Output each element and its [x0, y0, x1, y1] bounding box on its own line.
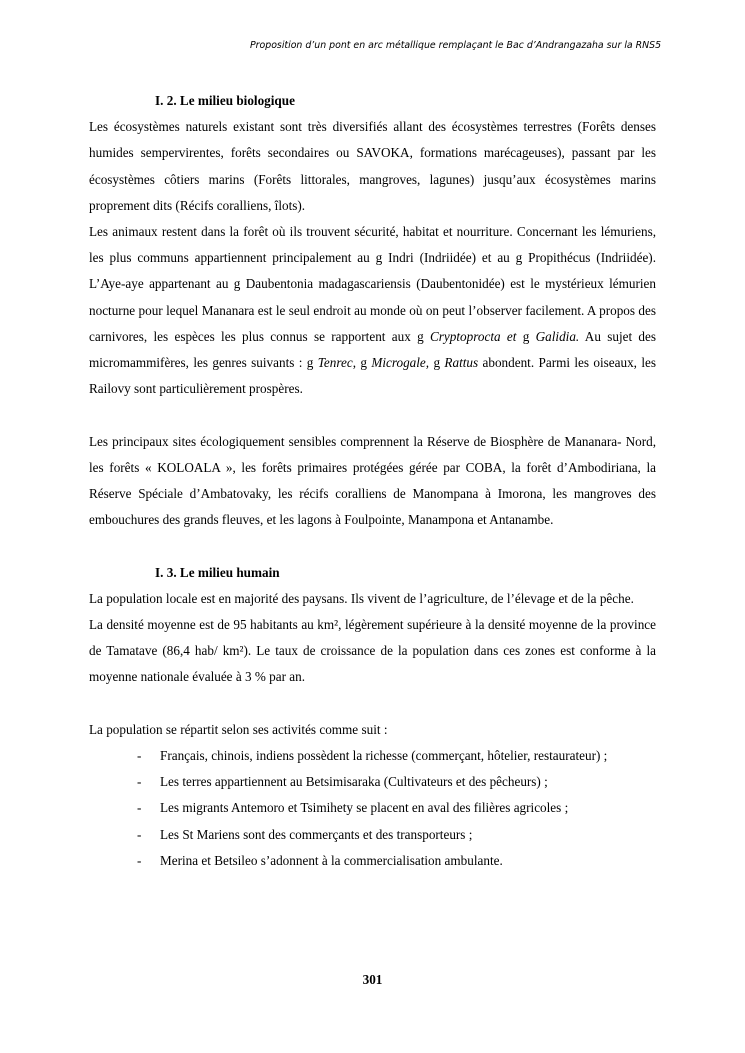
- text-run: g: [429, 355, 445, 371]
- page-body: [89, 88, 656, 874]
- list-item-text: Les migrants Antemoro et Tsimihety se placent en aval des filières agricoles ;: [160, 800, 569, 816]
- list-item-text: Les St Mariens sont des commerçants et des transporteurs ;: [160, 826, 473, 842]
- paragraph-sensitive-sites: Les principaux sites écologiquement sensibles comprennent la Réserve de Biosphère de Mananara- Nord, les forêts « KOLOALA », les forêts primaires protégées gérée par COBA, la forêt d’Ambodiriana, la Réserve Spéciale d’Ambatovaky, les récifs coralliens de Manompana à Imorona, les mangroves des embouchures des grands fleuves, et les lagons à Foulpointe, Manampona et Antanambe.: [89, 433, 656, 528]
- text-run: abondent. Parmi les oiseaux, les Railovy sont particulièrement prospères.: [89, 355, 657, 397]
- section-heading-human: I. 3. Le milieu humain: [155, 564, 280, 580]
- taxon-name: Tenrec: [317, 355, 353, 371]
- list-bullet: -: [137, 774, 142, 790]
- section-heading-biological: I. 2. Le milieu biologique: [155, 93, 295, 108]
- taxon-name: Cryptoprocta et: [430, 328, 517, 344]
- paragraph-density: La densité moyenne est de 95 habitants au km², légèrement supérieure à la densité moyenne de la province de Tamatave (86,4 hab/ km²). Le taux de croissance de la population dans ces zones est conforme à la moyenne nationale évaluée à 3 % par an.: [89, 617, 656, 685]
- paragraph-animals: [89, 219, 656, 402]
- list-bullet: -: [137, 800, 142, 816]
- list-item: [89, 769, 656, 795]
- list-item-text: Merina et Betsileo s’adonnent à la commercialisation ambulante.: [160, 852, 503, 868]
- taxon-name: Galidia.: [535, 328, 580, 344]
- spacer: [89, 402, 656, 428]
- list-bullet: -: [137, 852, 142, 868]
- list-item: [89, 848, 656, 874]
- paragraph-ecosystems: Les écosystèmes naturels existant sont très diversifiés allant des écosystèmes terrestres (Forêts denses humides sempervirentes, forêts secondaires ou SAVOKA, formations marécageuses), passant par les écosystèmes côtiers marins (Forêts littorales, mangroves, lagunes) jusqu’aux écosystèmes marins proprement dits (Récifs coralliens, îlots).: [89, 119, 656, 213]
- page-number: 301: [362, 972, 383, 987]
- list-bullet: -: [137, 826, 142, 842]
- taxon-name: Microgale,: [371, 355, 430, 371]
- text-run: Les animaux restent dans la forêt où ils trouvent sécurité, habitat et nourriture. Concernant les lémuriens, les plus communs appartiennent principalement au g Indri (Indriidée) et au g Propithécus (Indriidée). L’Aye-aye appartenant au g Daubentonia madagascariensis (Daubentonidée) est le mystérieux lémurien nocturne pour lequel Mananara est le seul endroit au monde où on peut l’observer facilement. A propos des carnivores, les espèces les plus connus se rapportent aux g: [89, 224, 656, 344]
- list-bullet: -: [137, 748, 142, 764]
- activities-list: [89, 743, 656, 874]
- text-run: Au sujet des micromammifères, les genres suivants : g: [89, 328, 657, 371]
- paragraph-activities-intro: La population se répartit selon ses activités comme suit :: [89, 721, 388, 737]
- list-item: [89, 743, 656, 769]
- list-item-text: Français, chinois, indiens possèdent la richesse (commerçant, hôtelier, restaurateur) ;: [160, 748, 608, 764]
- spacer: [89, 533, 656, 559]
- taxon-name: Rattus: [444, 355, 479, 371]
- running-header: Proposition d’un pont en arc métallique remplaçant le Bac d’Andrangazaha sur la RNS5: [250, 40, 662, 51]
- list-item: [89, 795, 656, 821]
- spacer: [89, 691, 656, 717]
- text-run: , g: [352, 355, 372, 371]
- list-item-text: Les terres appartiennent au Betsimisaraka (Cultivateurs et des pêcheurs) ;: [160, 774, 548, 790]
- paragraph-population: La population locale est en majorité des paysans. Ils vivent de l’agriculture, de l’élevage et de la pêche.: [89, 590, 634, 606]
- list-item: [89, 822, 656, 848]
- text-run: g: [516, 328, 536, 344]
